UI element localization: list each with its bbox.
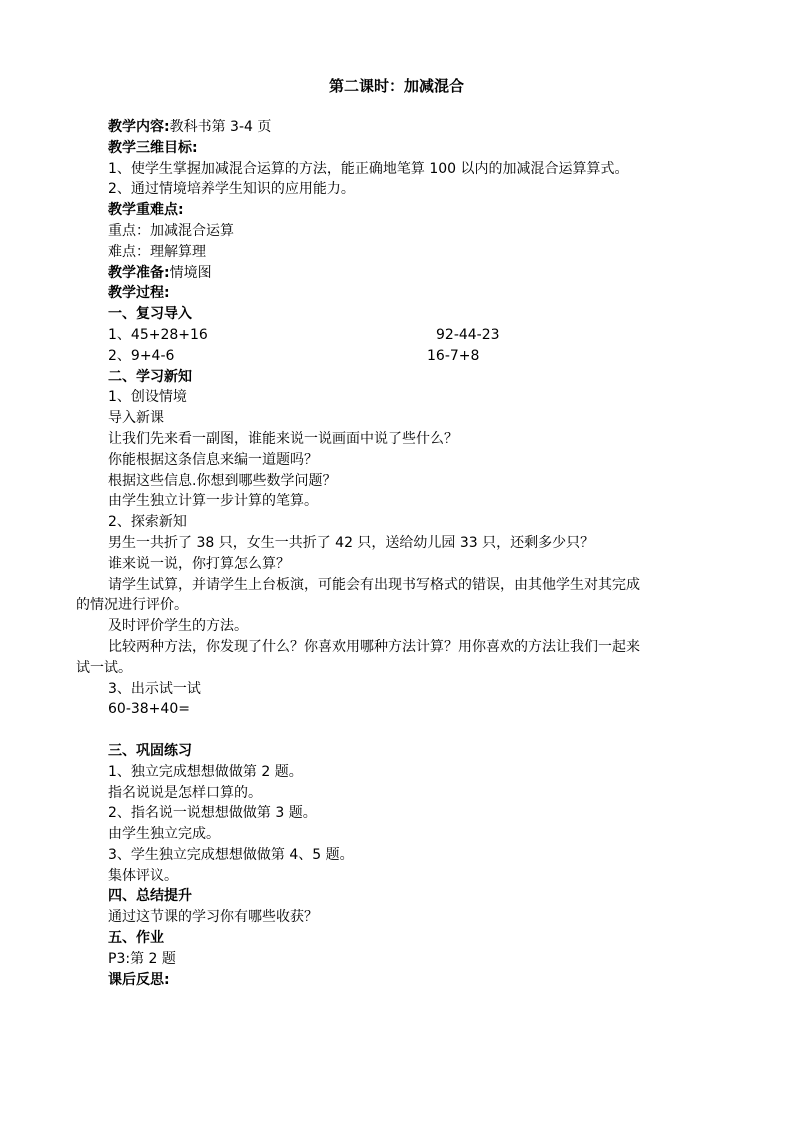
goal-1: 1、使学生掌握加减混合运算的方法，能正确地笔算 100 以内的加减混合运算算式。 — [108, 160, 629, 177]
review-1a: 1、45+28+16 — [108, 326, 208, 343]
prep-line — [108, 263, 723, 284]
discuss: 谁来说一说，你打算怎么算？ — [108, 555, 290, 572]
compare-line-2: 试一试。 — [76, 659, 132, 676]
evaluate: 及时评价学生的方法。 — [108, 618, 248, 635]
blank-line — [108, 720, 723, 741]
intro: 导入新课 — [108, 410, 164, 427]
question-3: 根据这些信息.你想到哪些数学问题？ — [108, 472, 337, 489]
content-line — [108, 117, 723, 138]
document-body — [76, 117, 723, 990]
step-2: 2、探索新知 — [108, 514, 187, 531]
practice-1b: 指名说说是怎样口算的。 — [108, 784, 262, 801]
step-1: 1、创设情境 — [108, 389, 187, 406]
question-2: 你能根据这条信息来编一道题吗？ — [108, 451, 318, 468]
practice-2: 2、指名说一说想想做做第 3 题。 — [108, 805, 317, 822]
value-prep: 情境图 — [169, 264, 212, 281]
practice-1: 1、独立完成想想做做第 2 题。 — [108, 763, 303, 780]
section-4-heading: 四、总结提升 — [108, 888, 192, 905]
section-3-heading: 三、巩固练习 — [108, 742, 192, 759]
label-key: 教学重难点: — [108, 202, 184, 219]
try-line-2: 的情况进行评价。 — [76, 597, 188, 614]
section-5-heading: 五、作业 — [108, 930, 164, 947]
compare-line-1: 比较两种方法，你发现了什么？你喜欢用哪种方法计算？用你喜欢的方法让我们一起来 — [108, 638, 640, 655]
exercise: 60-38+40= — [108, 701, 190, 718]
step-3: 3、出示试一试 — [108, 680, 201, 697]
review-2b: 16-7+8 — [427, 347, 480, 364]
problem: 男生一共折了 38 只，女生一共折了 42 只，送给幼儿园 33 只，还剩多少只？ — [108, 534, 595, 551]
value-content: 教科书第 3-4 页 — [169, 119, 272, 135]
label-goals: 教学三维目标: — [108, 139, 198, 156]
document-title: 第二课时：加减混合 — [328, 77, 464, 95]
section-1-heading: 一、复习导入 — [108, 306, 192, 323]
try-paragraph — [76, 575, 723, 617]
label-content: 教学内容: — [108, 119, 170, 135]
goal-2: 2、通过情境培养学生知识的应用能力。 — [108, 181, 355, 198]
summary: 通过这节课的学习你有哪些收获？ — [108, 909, 318, 926]
label-process: 教学过程: — [108, 285, 170, 302]
label-reflection: 课后反思: — [108, 971, 170, 988]
homework: P3:第 2 题 — [108, 950, 176, 967]
review-row-2 — [108, 346, 723, 367]
question-1: 让我们先来看一副图，谁能来说一说画面中说了些什么？ — [108, 430, 458, 447]
difficult-point: 难点：理解算理 — [108, 243, 206, 260]
compare-paragraph — [76, 637, 723, 679]
key-point: 重点：加减混合运算 — [108, 222, 234, 239]
review-row-1 — [108, 325, 723, 346]
practice-3: 3、学生独立完成想想做做第 4、5 题。 — [108, 846, 354, 863]
label-prep: 教学准备: — [108, 264, 170, 281]
practice-3b: 集体评议。 — [108, 867, 178, 884]
section-2-heading: 二、学习新知 — [108, 368, 192, 385]
practice-2b: 由学生独立完成。 — [108, 826, 220, 843]
review-2a: 2、9+4-6 — [108, 347, 175, 364]
question-4: 由学生独立计算一步计算的笔算。 — [108, 493, 318, 510]
review-1b: 92-44-23 — [436, 326, 500, 343]
try-line-1: 请学生试算，并请学生上台板演，可能会有出现书写格式的错误，由其他学生对其完成 — [108, 576, 640, 593]
